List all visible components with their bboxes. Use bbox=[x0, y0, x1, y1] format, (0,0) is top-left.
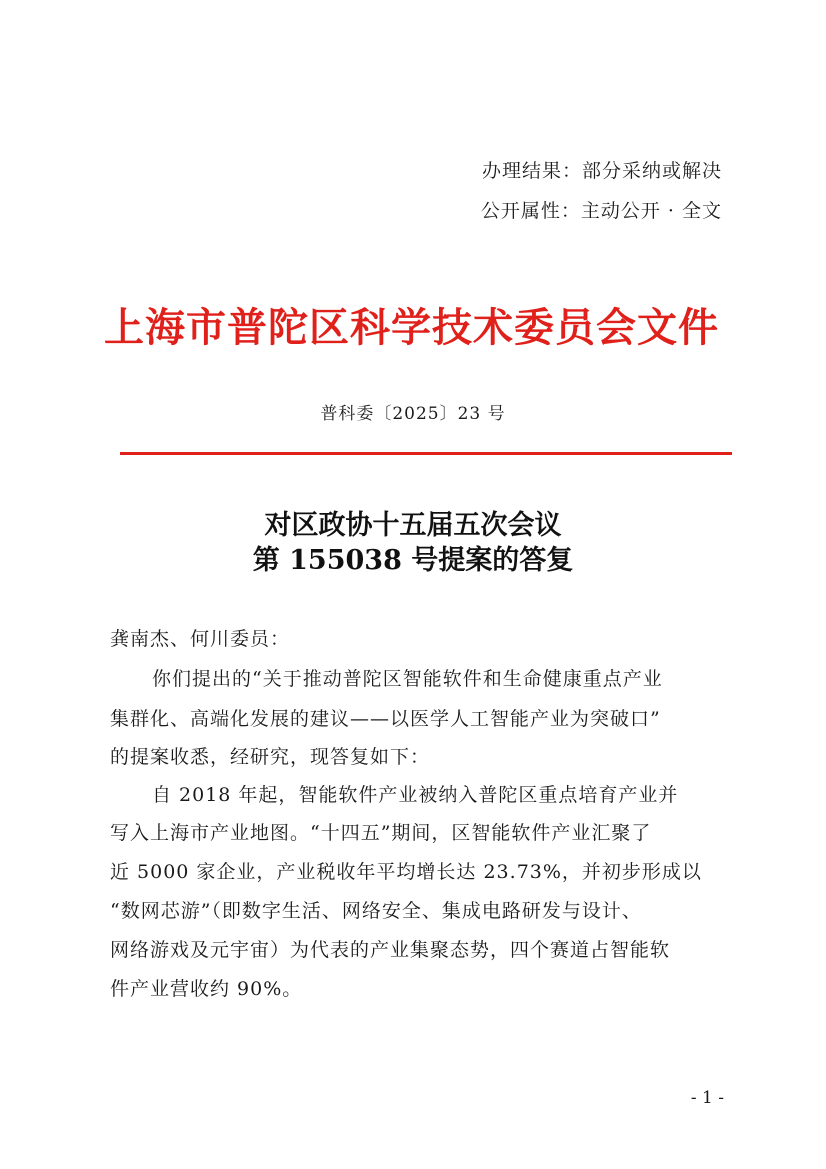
paragraph-line: 自 2018 年起，智能软件产业被纳入普陀区重点培育产业并 bbox=[152, 784, 679, 806]
paragraph-line: 写入上海市产业地图。“十四五”期间，区智能软件产业汇聚了 bbox=[110, 822, 652, 844]
paragraph-line: 你们提出的“关于推动普陀区智能软件和生命健康重点产业 bbox=[152, 668, 663, 690]
paragraph-line: 近 5000 家企业，产业税收年平均增长达 23.73%，并初步形成以 bbox=[110, 861, 702, 883]
paragraph-line: 网络游戏及元宇宙）为代表的产业集聚态势，四个赛道占智能软 bbox=[110, 939, 671, 961]
page-number: - 1 - bbox=[690, 1088, 724, 1108]
paragraph-line: 的提案收悉，经研究，现答复如下： bbox=[110, 746, 431, 768]
issuing-organization-title: 上海市普陀区科学技术委员会文件 bbox=[104, 304, 719, 351]
document-title-line-1: 对区政协十五届五次会议 bbox=[264, 510, 562, 541]
paragraph-line: 件产业营收约 90%。 bbox=[110, 978, 303, 1000]
paragraph-line: 集群化、高端化发展的建议——以医学人工智能产业为突破口” bbox=[110, 708, 661, 730]
handling-result: 办理结果：部分采纳或解决 bbox=[481, 160, 722, 182]
salutation: 龚南杰、何川委员： bbox=[110, 628, 291, 650]
document-number: 普科委〔2025〕23 号 bbox=[320, 404, 506, 424]
paragraph-line: “数网芯游”（即数字生活、网络安全、集成电路研发与设计、 bbox=[110, 900, 642, 922]
disclosure-attribute: 公开属性：主动公开 · 全文 bbox=[480, 200, 722, 222]
document-title-line-2: 第 155038 号提案的答复 bbox=[252, 545, 574, 576]
red-divider-line bbox=[120, 452, 732, 455]
